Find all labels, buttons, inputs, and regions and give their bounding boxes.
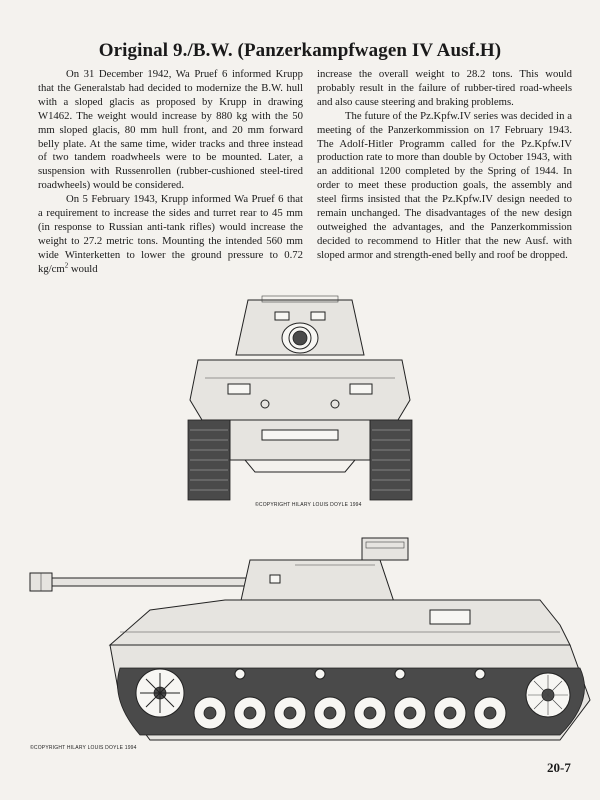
gun-barrel xyxy=(40,578,250,586)
left-paragraph-1: On 31 December 1942, Wa Pruef 6 informed Krupp that the Generalstab had decided to modernize the B.W. hull with a sloped glacis as proposed by Krupp in drawing W1462. The weight would increase by 880 kg with the 50 mm sloped glacis, 80 mm hull front, and 20 mm forward belly plate. At the same time, wider tracks and three instead of two tandem roadwheels were to be mounted. Later, a suspension with Russenrollen (rubber-cushioned steel-tired roadwheels) would be considered. xyxy=(38,68,303,192)
side-turret xyxy=(240,560,395,605)
side-view-copyright: ©COPYRIGHT HILARY LOUIS DOYLE 1994 xyxy=(30,745,137,751)
left-paragraph-2-text: On 5 February 1943, Krupp informed Wa Pruef 6 that a requirement to increase the sides and turret rear to 45 mm (in response to Russian anti-tank rifles) would increase the weight to 27.2 metric tons. Mounting the intended 560 mm wide Winterketten to lower the ground pressure to 0.72 kg/cm xyxy=(38,193,303,275)
sprocket-spokes xyxy=(140,673,180,713)
superstructure xyxy=(110,600,570,645)
right-paragraph-1: increase the overall weight to 28.2 tons. This would probably result in the failure of rubber-tired road-wheels and also cause steering and braking problems. xyxy=(317,68,572,108)
commander-cupola xyxy=(362,538,408,560)
turret-vision-port xyxy=(270,575,280,583)
page-title: Original 9./B.W. (Panzerkampfwagen IV Ausf.H) xyxy=(98,40,502,61)
superscript-two: 2 xyxy=(64,261,69,270)
front-view-copyright: ©COPYRIGHT HILARY LOUIS DOYLE 1994 xyxy=(255,502,362,508)
track-outline xyxy=(118,668,585,735)
stowage-box xyxy=(430,610,470,624)
right-paragraph-2: The future of the Pz.Kpfw.IV series was decided in a meeting of the Panzerkommission on 17 February 1943. The Adolf-Hitler Programm called for the Pz.Kpfw.IV production rate to more than double by October 1943, with an additional 1200 completed by the Spring of 1944. In order to meet these production goals, the assembly and steel firms insisted that the Pz.Kpfw.IV design needed to remain unchanged. The disadvantages of the new design outweighed the advantages, and the Panzerkommission decided to recommend to Hitler that the new Ausf. with sloped armor and strength-ened belly and roof be dropped. xyxy=(317,109,572,261)
side-view-hull xyxy=(30,538,590,740)
idler-spokes xyxy=(528,675,568,715)
left-paragraph-2-end: would xyxy=(68,262,98,275)
page-number: 20-7 xyxy=(547,760,571,775)
